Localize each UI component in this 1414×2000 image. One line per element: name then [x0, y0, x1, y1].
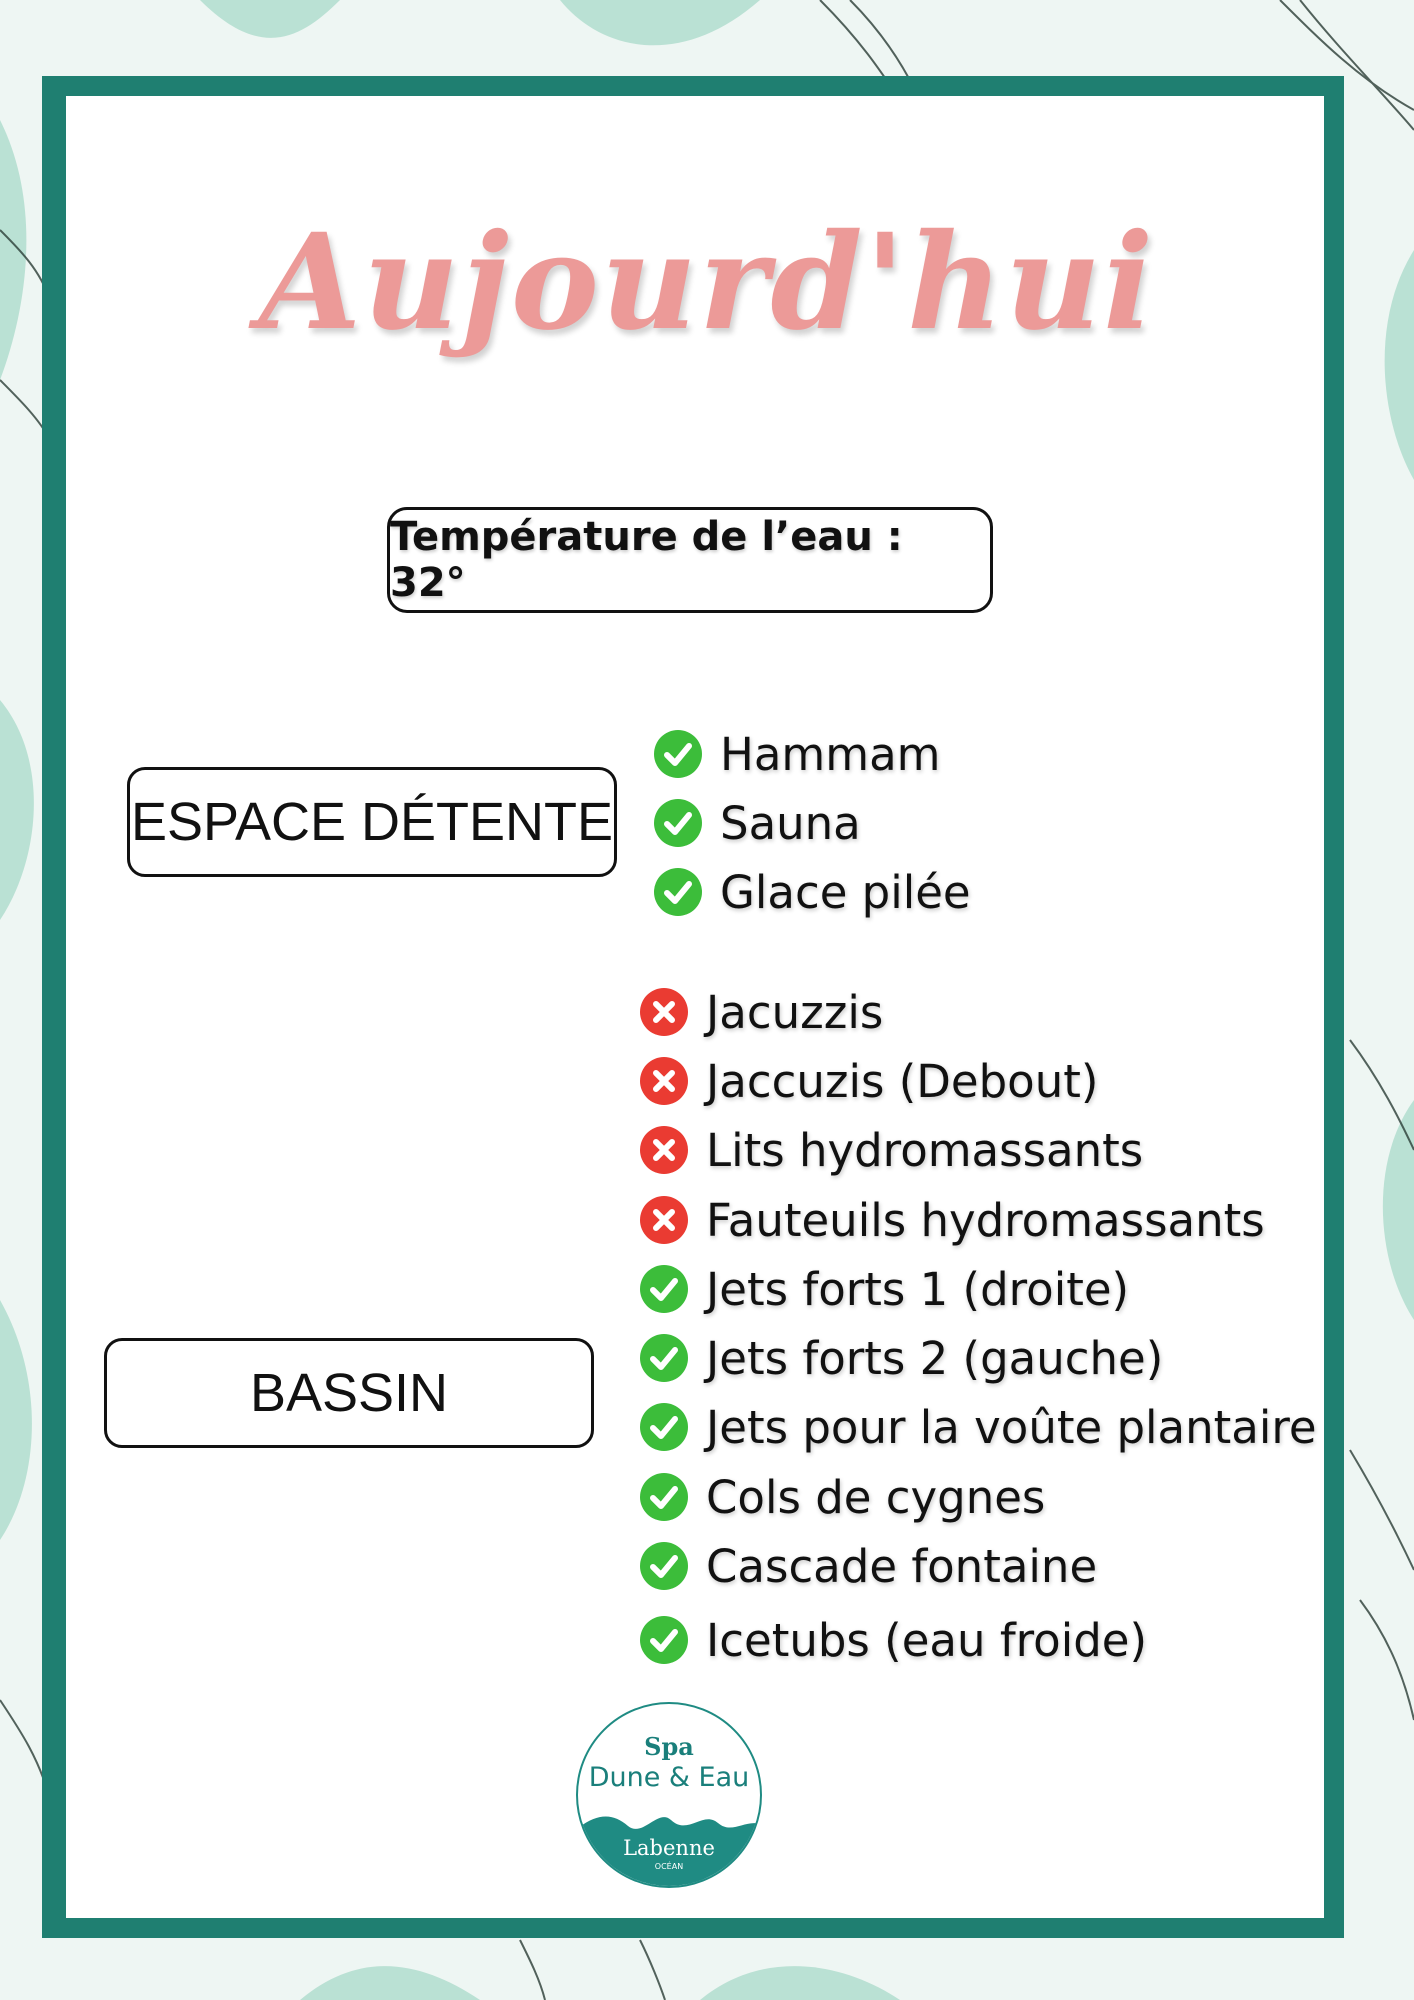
list-item-cols-de-cygnes [640, 1467, 1045, 1527]
item-label: Icetubs (eau froide) [706, 1613, 1148, 1667]
section-espace-detente-label: ESPACE DÉTENTE [130, 792, 614, 852]
logo-place-text: Labenne [623, 1836, 715, 1860]
logo-sub-text: OCÉAN [654, 1862, 684, 1871]
check-circle-icon [640, 1542, 688, 1590]
item-label: Jaccuzis (Debout) [706, 1054, 1099, 1108]
check-circle-icon [654, 730, 702, 778]
list-item-fauteuils-hydromassants [640, 1190, 1265, 1250]
section-espace-detente [127, 767, 617, 877]
list-item-jets-forts-1 [640, 1259, 1129, 1319]
item-label: Jets pour la voûte plantaire [706, 1400, 1317, 1454]
item-label: Jets forts 1 (droite) [706, 1262, 1130, 1316]
list-item-icetubs [640, 1610, 1147, 1670]
section-bassin-label: BASSIN [249, 1363, 449, 1423]
item-label: Cols de cygnes [706, 1470, 1046, 1524]
check-circle-icon [654, 799, 702, 847]
list-item-jets-voute-plantaire [640, 1397, 1317, 1457]
water-temperature-box [387, 507, 993, 613]
x-circle-icon [640, 1196, 688, 1244]
item-label: Hammam [720, 727, 941, 781]
list-item-sauna [654, 793, 861, 853]
item-label: Fauteuils hydromassants [706, 1193, 1265, 1247]
item-label: Sauna [720, 796, 861, 850]
spa-logo [576, 1702, 762, 1888]
check-circle-icon [640, 1265, 688, 1313]
x-circle-icon [640, 1057, 688, 1105]
list-item-jaccuzis-debout [640, 1051, 1098, 1111]
item-label: Jets forts 2 (gauche) [706, 1331, 1164, 1385]
list-item-jacuzzis [640, 982, 883, 1042]
logo-name-text: Dune & Eau [588, 1762, 750, 1793]
list-item-lits-hydromassants [640, 1120, 1143, 1180]
check-circle-icon [640, 1473, 688, 1521]
water-temperature-label: Température de l’eau : 32° [390, 514, 903, 606]
page-title: Aujourd'hui [258, 205, 1156, 360]
logo-spa-text: Spa [644, 1732, 694, 1761]
item-label: Jacuzzis [706, 985, 884, 1039]
list-item-cascade-fontaine [640, 1536, 1097, 1596]
list-item-glace-pilee [654, 862, 971, 922]
check-circle-icon [640, 1334, 688, 1382]
check-circle-icon [640, 1403, 688, 1451]
list-item-hammam [654, 724, 941, 784]
item-label: Cascade fontaine [706, 1539, 1098, 1593]
list-item-jets-forts-2 [640, 1328, 1163, 1388]
section-bassin [104, 1338, 594, 1448]
x-circle-icon [640, 988, 688, 1036]
x-circle-icon [640, 1126, 688, 1174]
item-label: Lits hydromassants [706, 1123, 1144, 1177]
check-circle-icon [640, 1616, 688, 1664]
check-circle-icon [654, 868, 702, 916]
item-label: Glace pilée [720, 865, 971, 919]
